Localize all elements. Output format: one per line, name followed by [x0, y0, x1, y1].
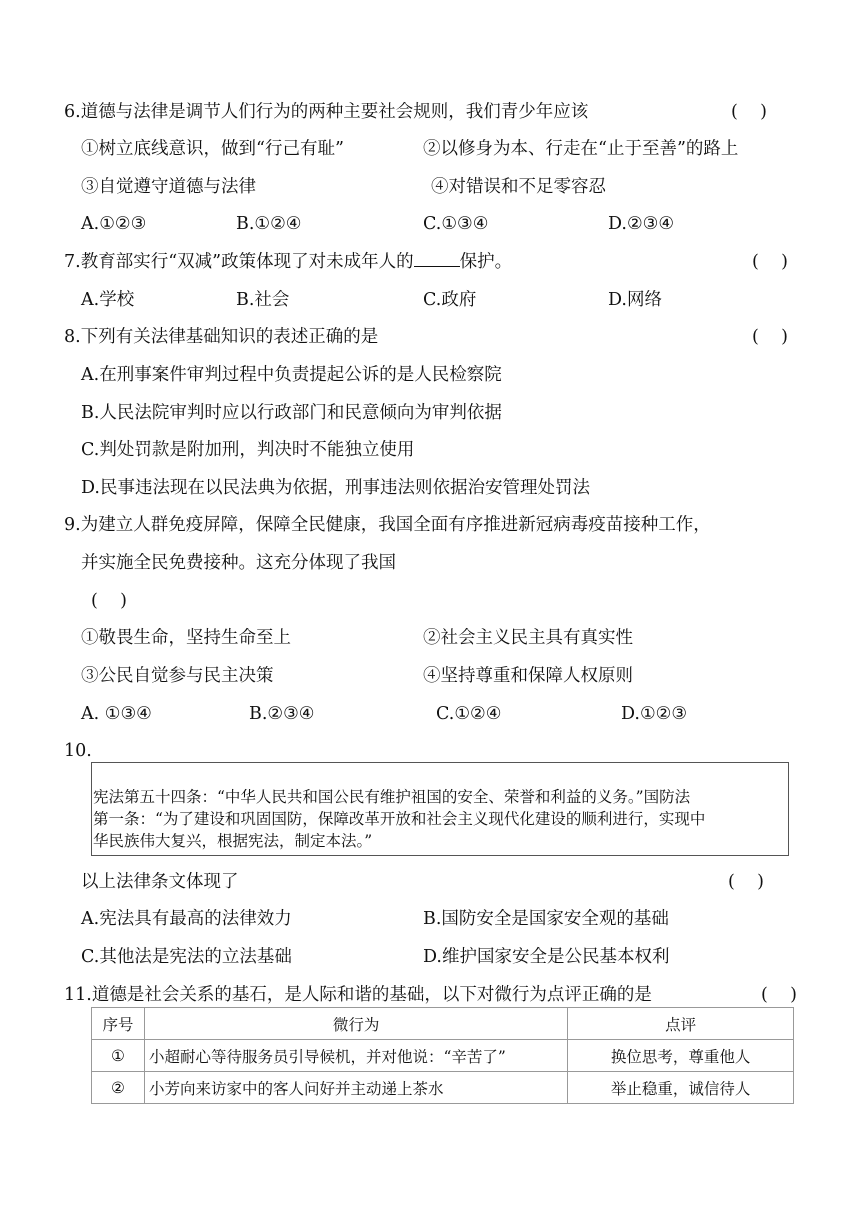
row-index: ② [92, 1072, 145, 1104]
q7-stem-before: 7.教育部实行“双减”政策体现了对未成年人的 [64, 252, 414, 272]
q7-option-c: C.政府 [423, 290, 477, 310]
q6-option-c: C.①③④ [423, 214, 489, 234]
row-index: ① [92, 1040, 145, 1072]
q7-option-d: D.网络 [608, 290, 662, 310]
table-header-row [92, 1008, 794, 1040]
q6-stem: 6.道德与法律是调节人们行为的两种主要社会规则，我们青少年应该 [64, 102, 589, 122]
q6-option-d: D.②③④ [608, 214, 675, 234]
q7-stem [64, 250, 512, 274]
table-row [92, 1040, 794, 1072]
q6-option-b: B.①②④ [236, 214, 302, 234]
q9-option-a: A. ①③④ [81, 704, 152, 724]
q10-quote-line-1: 宪法第五十四条：“中华人民共和国公民有维护祖国的安全、荣誉和利益的义务。”国防法 [93, 788, 691, 806]
q9-option-b: B.②③④ [249, 704, 315, 724]
q10-quote-line-2: 第一条：“为了建设和巩固国防，保障改革开放和社会主义现代化建设的顺利进行，实现中 [93, 810, 706, 828]
row-behavior: 小芳向来访家中的客人问好并主动递上茶水 [144, 1072, 567, 1104]
q10-answer-paren: ( ) [728, 872, 764, 892]
q9-statement-1: ①敬畏生命，坚持生命至上 [81, 628, 291, 648]
q9-option-c: C.①②④ [436, 704, 502, 724]
q11-answer-paren: ( ) [761, 985, 797, 1005]
q10-stem: 以上法律条文体现了 [81, 872, 239, 892]
q10-law-quote-box [91, 762, 789, 856]
q6-statement-2: ②以修身为本、行走在“止于至善”的路上 [423, 139, 739, 159]
q7-fill-blank [414, 250, 460, 267]
q6-option-a: A.①②③ [81, 214, 147, 234]
q9-statement-3: ③公民自觉参与民主决策 [81, 666, 274, 686]
q9-option-d: D.①②③ [621, 704, 688, 724]
q10-option-b: B.国防安全是国家安全观的基础 [423, 909, 669, 929]
q9-stem-line-2: 并实施全民免费接种。这充分体现了我国 [81, 553, 396, 573]
q8-stem: 8.下列有关法律基础知识的表述正确的是 [64, 327, 379, 347]
q10-option-a: A.宪法具有最高的法律效力 [81, 909, 292, 929]
q10-number: 10. [64, 741, 92, 761]
q8-option-a: A.在刑事案件审判过程中负责提起公诉的是人民检察院 [81, 365, 502, 385]
q7-stem-after: 保护。 [459, 252, 513, 272]
q11-stem: 11.道德是社会关系的基石，是人际和谐的基础，以下对微行为点评正确的是 [64, 985, 652, 1005]
q8-option-b: B.人民法院审判时应以行政部门和民意倾向为审判依据 [81, 403, 502, 423]
q9-stem-line-1: 9.为建立人群免疫屏障，保障全民健康，我国全面有序推进新冠病毒疫苗接种工作， [64, 515, 711, 535]
q9-answer-paren: ( ) [91, 591, 127, 611]
q10-quote-line-3: 华民族伟大复兴，根据宪法，制定本法。” [93, 832, 373, 850]
row-comment: 换位思考，尊重他人 [568, 1040, 794, 1072]
q6-statement-1: ①树立底线意识，做到“行己有耻” [81, 139, 344, 159]
q10-option-c: C.其他法是宪法的立法基础 [81, 947, 292, 967]
q8-option-c: C.判处罚款是附加刑，判决时不能独立使用 [81, 440, 415, 460]
q8-answer-paren: ( ) [752, 327, 788, 347]
q7-option-a: A.学校 [81, 290, 135, 310]
row-comment: 举止稳重，诚信待人 [568, 1072, 794, 1104]
q9-statement-2: ②社会主义民主具有真实性 [423, 628, 633, 648]
q10-option-d: D.维护国家安全是公民基本权利 [423, 947, 670, 967]
q6-statement-4: ④对错误和不足零容忍 [431, 177, 606, 197]
table-row [92, 1072, 794, 1104]
row-behavior: 小超耐心等待服务员引导候机，并对他说：“辛苦了” [144, 1040, 567, 1072]
q7-option-b: B.社会 [236, 290, 290, 310]
q8-option-d: D.民事违法现在以民法典为依据，刑事违法则依据治安管理处罚法 [81, 478, 590, 498]
q6-answer-paren: ( ) [731, 102, 767, 122]
header-behavior: 微行为 [144, 1008, 567, 1040]
header-index: 序号 [92, 1008, 145, 1040]
q11-behavior-table [91, 1007, 794, 1104]
q7-answer-paren: ( ) [752, 252, 788, 272]
q6-statement-3: ③自觉遵守道德与法律 [81, 177, 256, 197]
header-comment: 点评 [568, 1008, 794, 1040]
q9-statement-4: ④坚持尊重和保障人权原则 [423, 666, 633, 686]
